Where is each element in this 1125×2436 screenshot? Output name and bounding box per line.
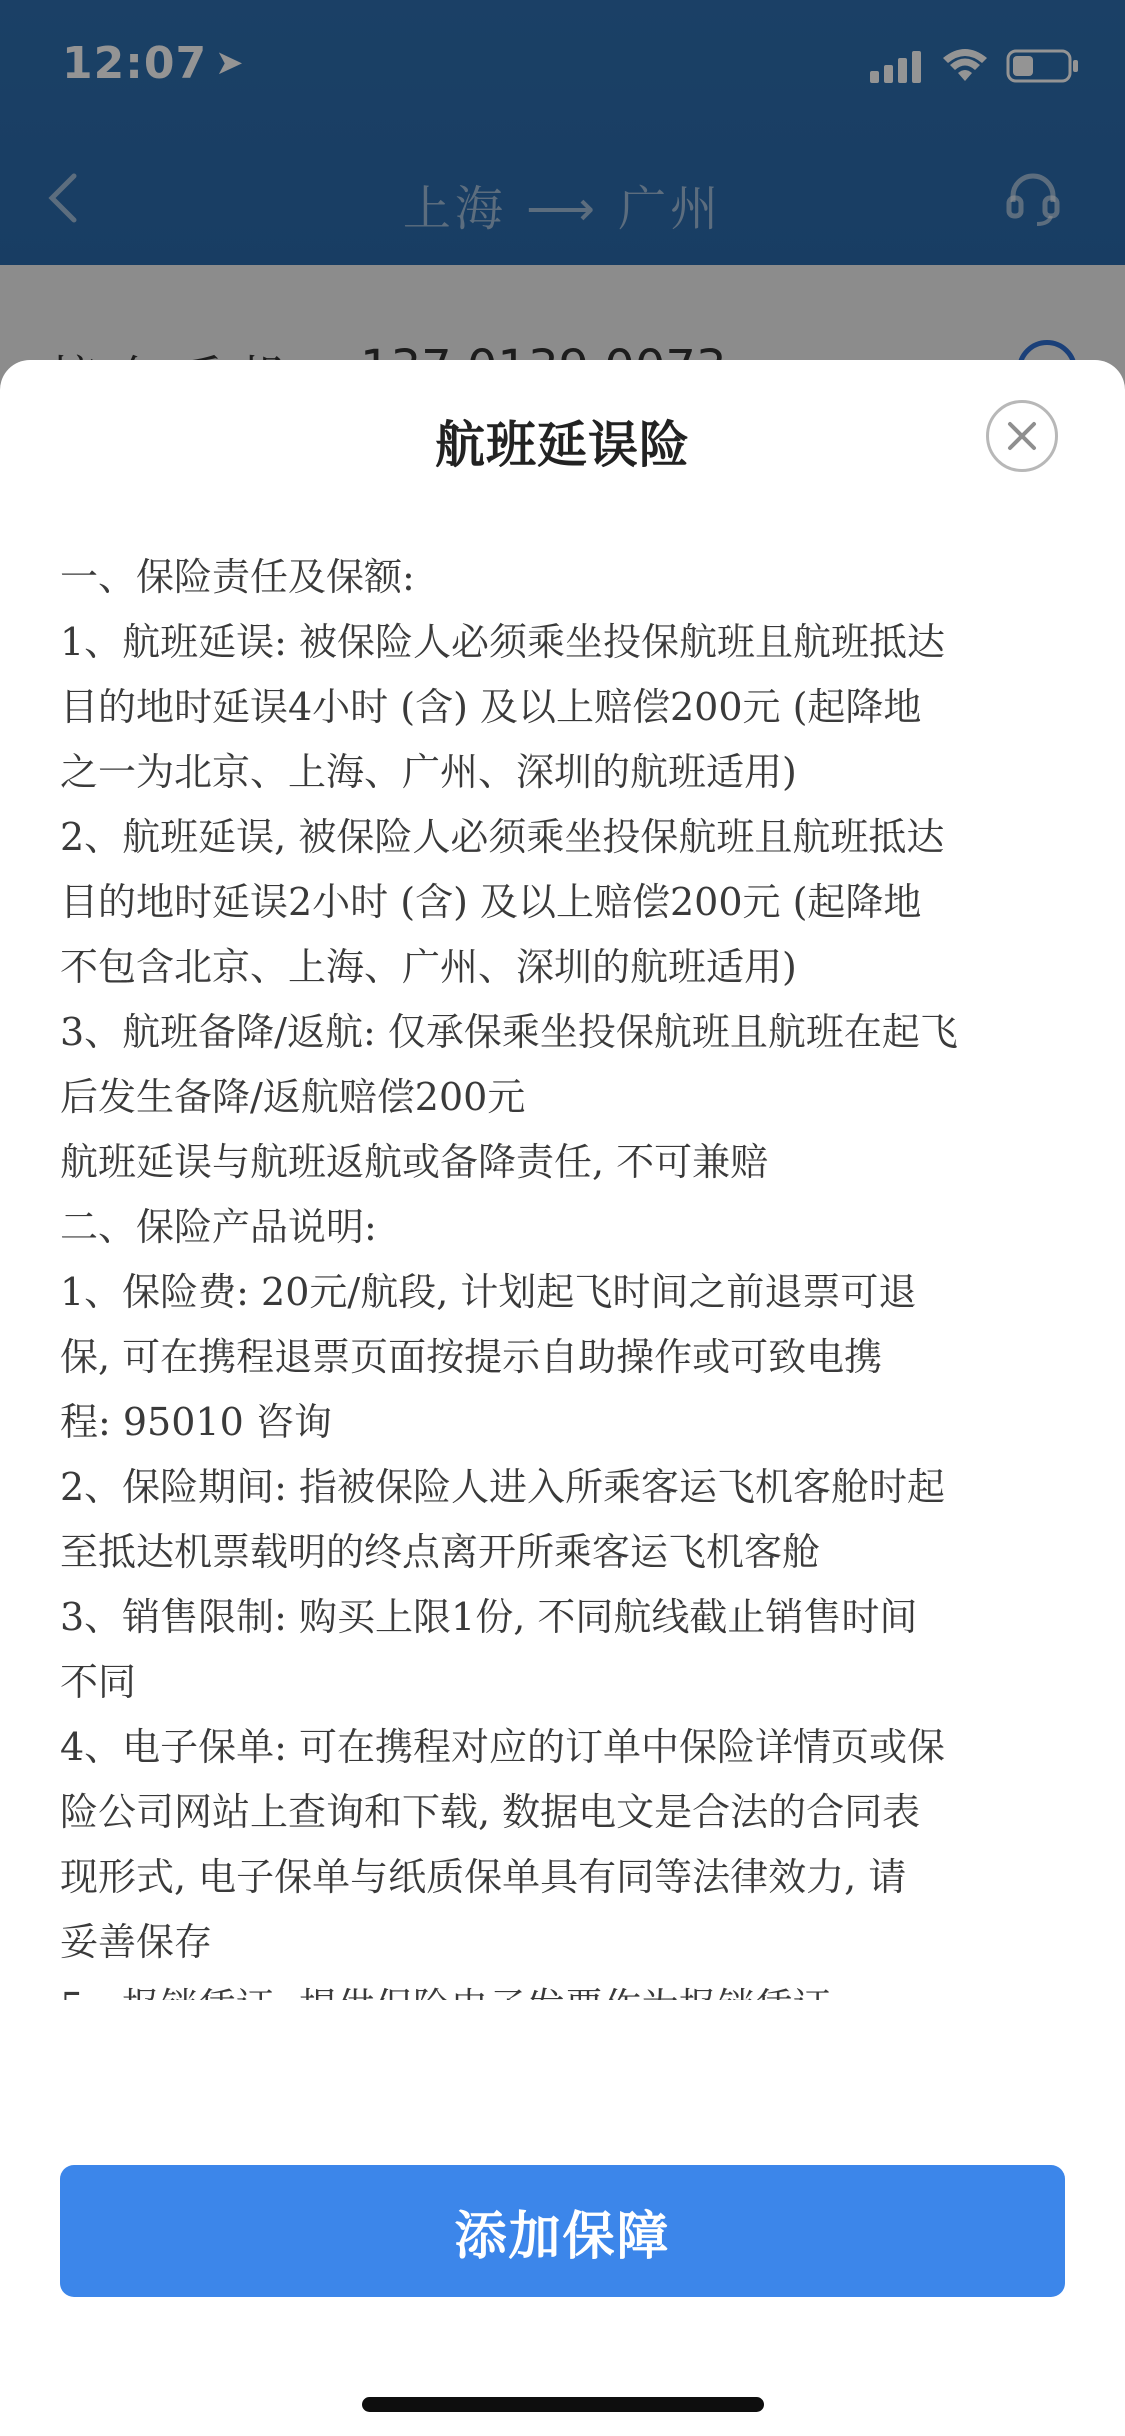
terms-line: 现形式, 电子保单与纸质保单具有同等法律效力, 请 — [60, 1855, 907, 1899]
sheet-title: 航班延误险 — [435, 416, 690, 474]
terms-line: 2、保险期间: 指被保险人进入所乘客运飞机客舱时起 — [60, 1465, 946, 1509]
terms-line: 1、航班延误: 被保险人必须乘坐投保航班且航班抵达 — [60, 620, 946, 664]
terms-line: 2、航班延误, 被保险人必须乘坐投保航班且航班抵达 — [60, 815, 945, 859]
home-indicator — [362, 2397, 764, 2412]
terms-line: 不包含北京、上海、广州、深圳的航班适用) — [60, 945, 797, 989]
terms-line: 至抵达机票载明的终点离开所乘客运飞机客舱 — [60, 1530, 821, 1574]
terms-line: 3、航班备降/返航: 仅承保乘坐投保航班且航班在起飞 — [60, 1010, 958, 1054]
terms-line: 保, 可在携程退票页面按提示自助操作或可致电携 — [60, 1335, 883, 1379]
terms-line: 险公司网站上查询和下载, 数据电文是合法的合同表 — [60, 1790, 921, 1834]
terms-line: 3、销售限制: 购买上限1份, 不同航线截止销售时间 — [60, 1595, 918, 1639]
terms-line: 目的地时延误2小时 (含) 及以上赔偿200元 (起降地 — [60, 880, 922, 924]
terms-line: 目的地时延误4小时 (含) 及以上赔偿200元 (起降地 — [60, 685, 922, 729]
close-button[interactable] — [986, 400, 1058, 472]
terms-line: 1、保险费: 20元/航段, 计划起飞时间之前退票可退 — [60, 1270, 917, 1314]
terms-line: 程: 95010 咨询 — [60, 1400, 332, 1444]
terms-line: 妥善保存 — [60, 1920, 213, 1964]
terms-line: 一、保险责任及保额: — [60, 555, 415, 599]
terms-line: 不同 — [60, 1660, 137, 1704]
terms-line: 后发生备降/返航赔偿200元 — [60, 1075, 526, 1119]
close-icon — [1005, 419, 1039, 453]
route-title: 上海 ⟶ 广州 — [402, 181, 723, 237]
location-icon: ➤ — [215, 43, 245, 83]
terms-line: 4、电子保单: 可在携程对应的订单中保险详情页或保 — [60, 1725, 946, 1769]
add-coverage-button[interactable]: 添加保障 — [60, 2165, 1065, 2297]
status-time-text: 12:07 — [62, 38, 208, 89]
terms-line: 之一为北京、上海、广州、深圳的航班适用) — [60, 750, 797, 794]
terms-line: 航班延误与航班返航或备降责任, 不可兼赔 — [60, 1140, 769, 1184]
insurance-sheet — [0, 360, 1125, 2436]
terms-line: 二、保险产品说明: — [60, 1205, 377, 1249]
